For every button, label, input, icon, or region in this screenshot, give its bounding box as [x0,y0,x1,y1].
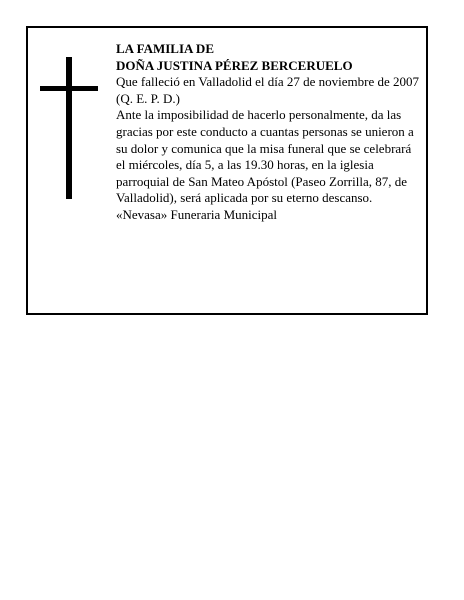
cross-horizontal-bar [40,86,98,91]
funeral-home: «Nevasa» Funeraria Municipal [116,206,278,222]
notice-title-line2: DOÑA JUSTINA PÉREZ BERCERUELO [116,57,353,73]
notice-body: Ante la imposibilidad de hacerlo personalmente, da las gracias por este conducto a cuantas personas se unieron a su dolor y comunica que la misa funeral que se celebrará el miércoles, día 5, a las 19.30 horas, en la iglesia parroquial de San Mateo Apóstol (Paseo Zorrilla, 87, de Valladolid), será aplicada por su eterno descanso. [116,107,414,206]
rip-abbreviation: (Q. E. P. D.) [116,90,180,106]
notice-text [116,41,422,224]
cross-vertical-bar [66,57,72,199]
notice-title-line1: LA FAMILIA DE [116,41,214,56]
obituary-notice [26,26,428,315]
death-announcement: Que falleció en Valladolid el día 27 de noviembre de 2007 [116,74,419,90]
